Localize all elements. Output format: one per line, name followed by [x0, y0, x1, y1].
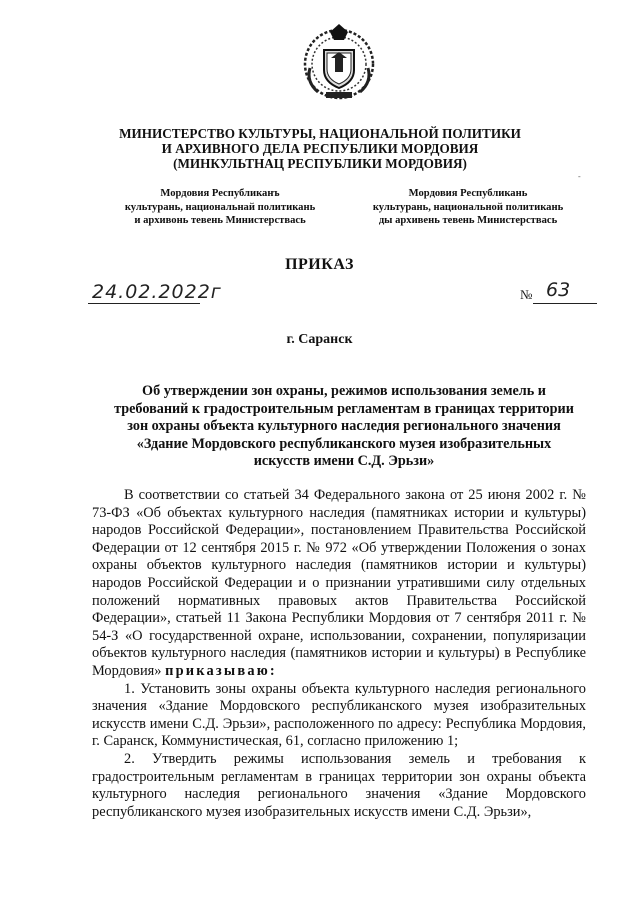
city-line: г. Саранск	[286, 332, 353, 347]
preamble-text: В соответствии со статьей 34 Федерального закона от 25 июня 2002 г. № 73-ФЗ «Об объектах культурного наследия (памятниках истории и культуры) народов Российской Федерации», постановлением Правительства Российской Федерации от 12 сентября 2015 г. № 972 «Об утверждении Положения о зонах охраны объектов культурного наследия (памятников истории и культуры) народов Российской Федерации и о признании утратившими силу отдельных положений нормативных правовых актов Правительства Российской Федерации», статьей 11 Закона Республики Мордовия от 7 сентября 2011 г. № 54-З «О государственной охране, использовании, сохранении, популяризации объектов культурного наследия (памятников истории и культуры) в Республике Мордовия»	[92, 487, 586, 679]
erzya-line: Мордовия Республикань	[408, 188, 528, 199]
ministry-line: МИНИСТЕРСТВО КУЛЬТУРЫ, НАЦИОНАЛЬНОЙ ПОЛИТИКИ	[119, 126, 521, 141]
subject-line: Об утверждении зон охраны, режимов использования земель и	[142, 383, 546, 399]
ministry-line: (МИНКУЛЬТНАЦ РЕСПУБЛИКИ МОРДОВИЯ)	[173, 156, 467, 171]
ministry-name-erzya	[318, 187, 618, 228]
handwritten-number: 63	[546, 279, 571, 301]
preamble-paragraph	[92, 487, 586, 681]
subject-line: «Здание Мордовского республиканского музея изобразительных	[136, 435, 552, 452]
moksha-line: Мордовия Республиканъ	[160, 188, 280, 199]
erzya-line: культурань, национальной политикань	[372, 201, 564, 213]
clause-2-paragraph: 2. Утвердить режимы использования земель и требования к градостроительным регламентам в границах территории зон охраны объекта культурного наследия регионального значения «Здание Мордовского республиканского музея изобразительных искусств имени С.Д. Эрьзи»,	[92, 750, 586, 820]
corner-mark: -	[578, 172, 581, 181]
subject-line: требований к градостроительным регламентам в границах территории	[114, 400, 574, 417]
date-underline	[88, 303, 200, 304]
clause-1-paragraph: 1. Установить зоны охраны объекта культурного наследия регионального значения «Здание Мордовского республиканского музея изобразительных искусств имени С.Д. Эрьзи», расположенного по адресу: Республика Мордовия, г. Саранск, Коммунистическая, 61, согласно приложению 1;	[92, 680, 586, 750]
ministry-line: И АРХИВНОГО ДЕЛА РЕСПУБЛИКИ МОРДОВИЯ	[161, 141, 479, 156]
erzya-line: ды архивень тевень Министерствась	[378, 215, 558, 226]
number-underline	[533, 303, 597, 304]
ministry-name-ru	[60, 126, 580, 171]
order-subject	[104, 383, 584, 471]
number-label: №	[520, 287, 533, 302]
moksha-line: и архивонь тевень Министерствась	[134, 215, 306, 226]
document-title: ПРИКАЗ	[285, 256, 354, 273]
handwritten-date: 24.02.2022г	[92, 281, 222, 303]
moksha-line: культурань, национальнай политикань	[124, 201, 316, 213]
coat-of-arms-emblem	[300, 22, 378, 102]
order-command: приказываю:	[165, 662, 277, 679]
order-body	[92, 487, 586, 821]
subject-line: искусств имени С.Д. Эрьзи»	[253, 453, 435, 469]
subject-line: зон охраны объекта культурного наследия регионального значения	[127, 418, 561, 434]
